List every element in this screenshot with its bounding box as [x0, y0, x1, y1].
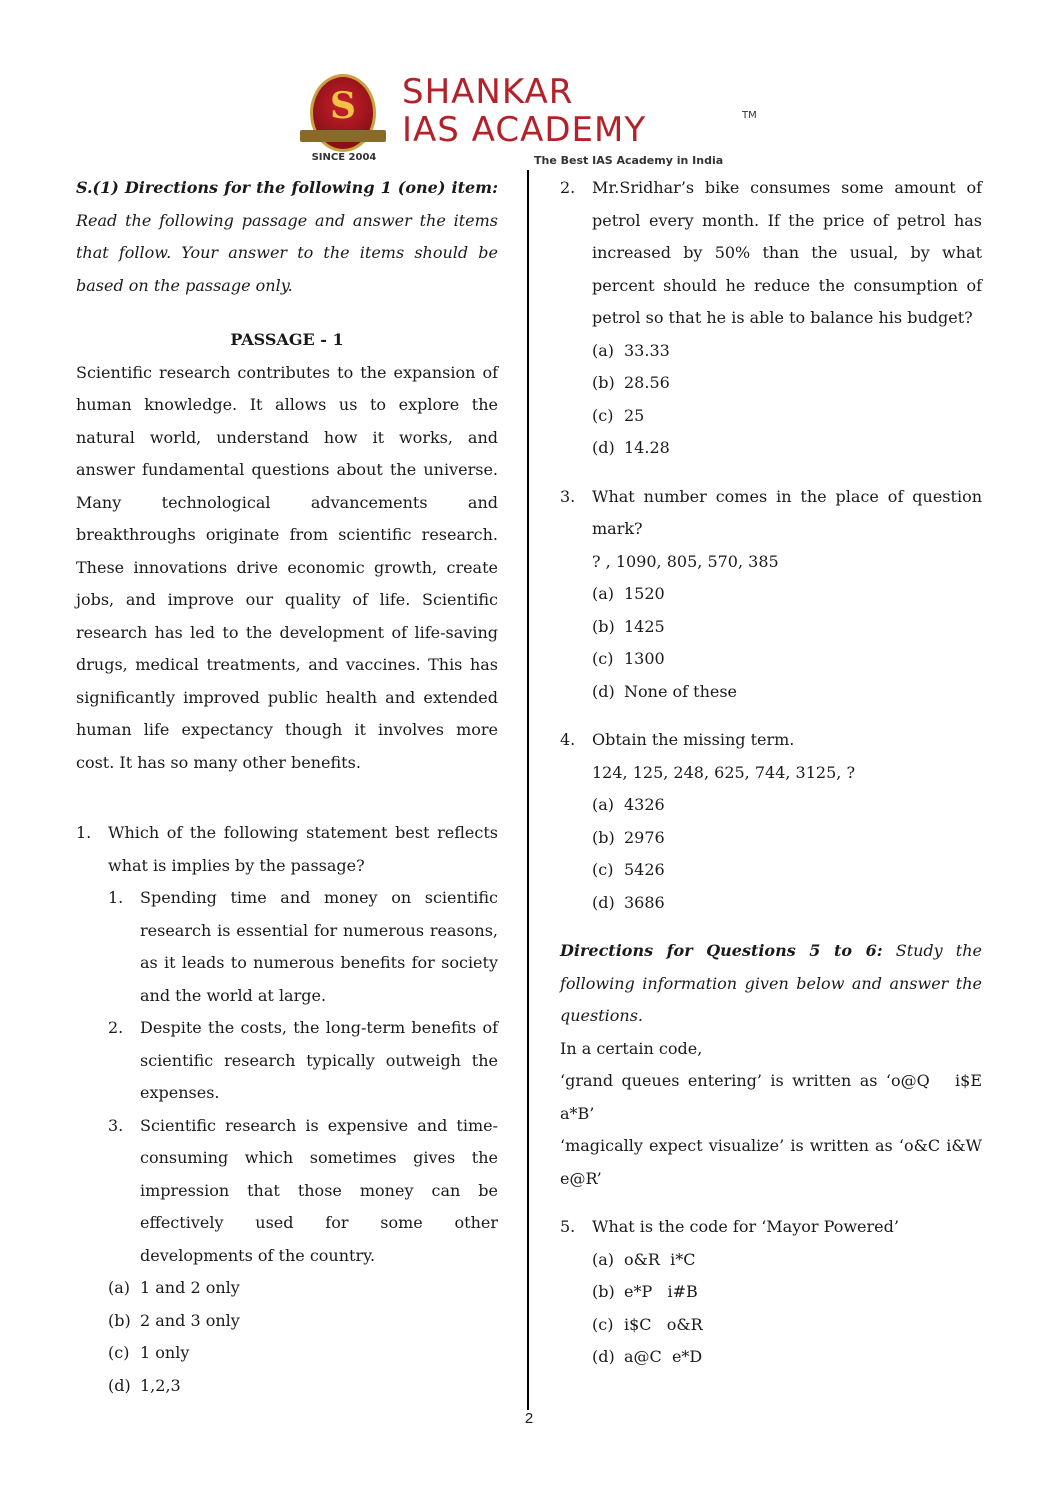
option-label: (b) [592, 616, 615, 636]
option-label: (c) [592, 1314, 614, 1334]
option-label: (a) [592, 584, 615, 603]
option-text: 1300 [624, 649, 665, 668]
code-intro: In a certain code, [560, 1038, 703, 1058]
question-text: Mr.Sridhar’s bike consumes some amount of petrol every month. If the price of petrol has increased by 50% than the usual, by what percent should he reduce the consumption of petrol so that he is able to balance his budget? [592, 178, 982, 327]
question-number: 2. [560, 178, 576, 197]
option-label: (c) [592, 860, 614, 879]
question-2 [560, 172, 982, 335]
option [560, 578, 982, 611]
option-label: (b) [592, 827, 615, 847]
column-divider [527, 170, 529, 1410]
option-label: (b) [592, 1282, 615, 1301]
option-text: 5426 [624, 860, 665, 879]
option [560, 643, 982, 676]
left-column [76, 172, 498, 1402]
question-4 [560, 724, 982, 757]
academy-header [300, 72, 770, 168]
option-text: a@C e*D [624, 1347, 703, 1366]
statement-text: Spending time and money on scientific research is essential for numerous reasons, as it leads to numerous benefits for society and the world at large. [140, 888, 498, 1005]
option-label: (a) [592, 795, 615, 814]
statement-number: 2. [108, 1018, 124, 1037]
question-5 [560, 1211, 982, 1244]
number-series: ? , 1090, 805, 570, 385 [592, 551, 779, 571]
option-label: (b) [108, 1310, 131, 1330]
directions-text: Study the following information given below and answer the questions. [560, 941, 982, 1025]
option-text: e*P i#B [624, 1282, 698, 1301]
question-text: Obtain the missing term. [592, 730, 795, 749]
option-text: 28.56 [624, 373, 670, 392]
since-label: SINCE 2004 [311, 152, 377, 163]
option-label: (b) [592, 373, 615, 392]
option [560, 611, 982, 644]
option-text: 2 and 3 only [140, 1310, 240, 1330]
option-text: 2976 [624, 827, 665, 847]
page-number: 2 [524, 1410, 534, 1427]
directions-text: Read the following passage and answer the items that follow. Your answer to the items should be based on the passage only. [76, 210, 498, 295]
option-label: (c) [592, 405, 614, 425]
option [560, 400, 982, 433]
code-line-1: ‘grand queues entering’ is written as ‘o@Q i$E a*B’ [560, 1071, 988, 1123]
number-series: 124, 125, 248, 625, 744, 3125, ? [592, 762, 856, 782]
question-number: 4. [560, 730, 576, 749]
option [560, 854, 982, 887]
question-text: Which of the following statement best reflects what is implies by the passage? [108, 823, 498, 875]
passage-text: Scientific research contributes to the expansion of human knowledge. It allows us to explore the natural world, understand how it works, and answer fundamental questions about the universe. Many technological advancements and breakthroughs originate from scientific research. These innovations drive economic growth, create jobs, and improve our quality of life. Scientific research has led to the development of life-saving drugs, medical treatments, and vaccines. This has significantly improved public health and extended human life expectancy though it involves more cost. It has so many other benefits. [76, 362, 498, 772]
option-text: 1520 [624, 584, 665, 603]
option-label: (d) [592, 1347, 615, 1366]
statement [76, 882, 498, 1012]
statement [76, 1012, 498, 1110]
option-text: i$C o&R [624, 1314, 703, 1334]
option-text: o&R i*C [624, 1249, 696, 1269]
directions-title: S.(1) Directions for the following 1 (one) item: [76, 178, 498, 197]
statement-text: Despite the costs, the long-term benefits of scientific research typically outweigh the expenses. [140, 1018, 498, 1102]
option [560, 1276, 982, 1309]
option-label: (d) [592, 681, 615, 701]
option-text: 3686 [624, 892, 665, 912]
option [76, 1305, 498, 1338]
option [560, 887, 982, 920]
option-label: (c) [108, 1343, 130, 1362]
option-text: 33.33 [624, 340, 670, 360]
question-3 [560, 481, 982, 546]
emblem-letter: S [330, 85, 356, 127]
option-label: (a) [592, 1249, 615, 1269]
statement-text: Scientific research is expensive and time-consuming which sometimes gives the impression that those money can be effectively used for some other developments of the country. [140, 1115, 498, 1265]
option [560, 822, 982, 855]
option [560, 335, 982, 368]
brand-name-line2: IAS ACADEMY [402, 110, 647, 150]
statement [76, 1110, 498, 1273]
brand-name-line1: SHANKAR [402, 72, 574, 112]
option-text: 1425 [624, 616, 665, 636]
option [560, 1244, 982, 1277]
option [560, 367, 982, 400]
question-text: What is the code for ‘Mayor Powered’ [592, 1217, 899, 1236]
emblem-ribbon [300, 130, 386, 142]
directions-title: Directions for Questions 5 to 6: [560, 941, 883, 960]
option-text: 1 only [140, 1343, 190, 1362]
directions-5-6 [560, 935, 982, 1033]
question-number: 3. [560, 486, 576, 506]
passage-title: PASSAGE - 1 [230, 330, 344, 349]
question-1 [76, 817, 498, 882]
option [560, 1341, 982, 1374]
statement-number: 1. [108, 888, 124, 907]
option [560, 1309, 982, 1342]
option-text: 1,2,3 [140, 1375, 181, 1395]
tagline: The Best IAS Academy in India [534, 154, 724, 167]
option [76, 1272, 498, 1305]
question-text: What number comes in the place of question mark? [592, 486, 982, 538]
option-text: None of these [624, 681, 738, 701]
option-label: (c) [592, 649, 614, 668]
option-label: (a) [108, 1278, 131, 1297]
trademark-mark: TM [742, 110, 757, 121]
option [560, 432, 982, 465]
option [560, 789, 982, 822]
option-text: 1 and 2 only [140, 1278, 240, 1297]
option-label: (d) [108, 1375, 131, 1395]
statement-number: 3. [108, 1115, 124, 1135]
question-number: 1. [76, 823, 92, 842]
option [76, 1370, 498, 1403]
option [76, 1337, 498, 1370]
option-text: 14.28 [624, 438, 670, 457]
question-number: 5. [560, 1217, 576, 1236]
option-label: (a) [592, 340, 615, 360]
directions-block [76, 172, 498, 302]
option-text: 25 [624, 405, 645, 425]
code-line-2: ‘magically expect visualize’ is written as ‘o&C i&W e@R’ [560, 1136, 998, 1188]
option-label: (d) [592, 892, 615, 912]
right-column [560, 172, 998, 1374]
option-label: (d) [592, 438, 615, 457]
option-text: 4326 [624, 795, 665, 814]
option [560, 676, 982, 709]
